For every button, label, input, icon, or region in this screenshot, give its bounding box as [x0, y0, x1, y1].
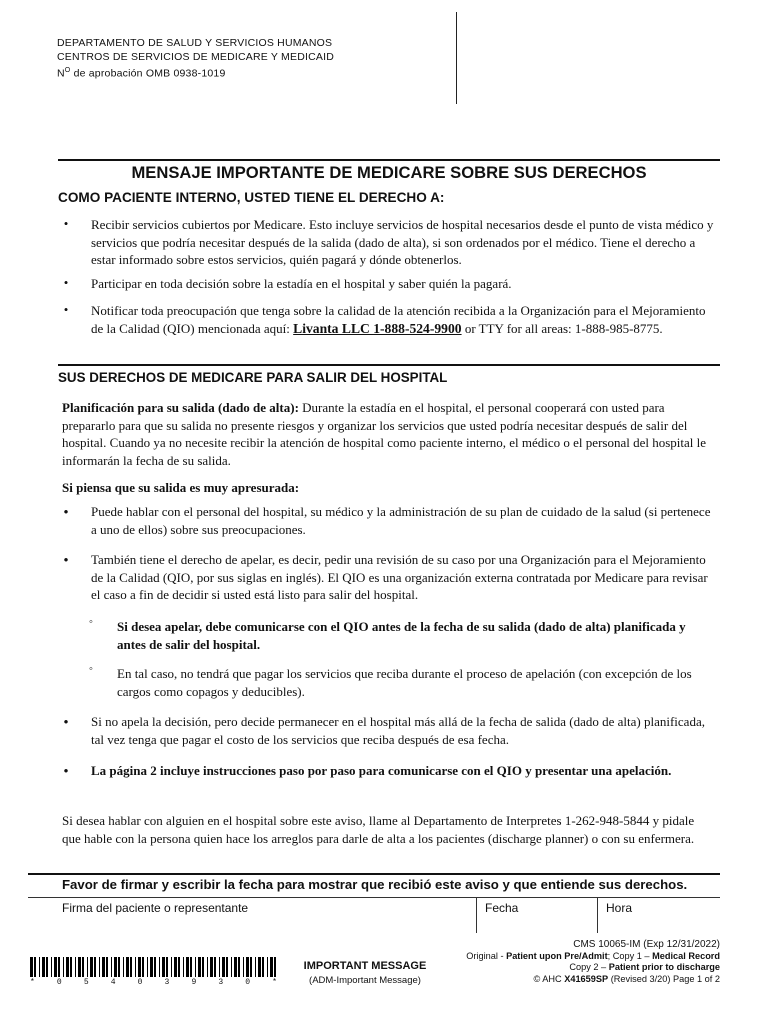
- circle-bullet-icon: ◦: [89, 663, 93, 675]
- bullet-icon: •: [63, 275, 69, 290]
- barcode-bar: [99, 957, 100, 977]
- barcode-digit: 5: [83, 978, 89, 987]
- bullet-icon: •: [63, 715, 69, 731]
- barcode-bar: [190, 957, 192, 977]
- form-metadata: [466, 939, 720, 985]
- barcode-bar: [123, 957, 124, 977]
- ahc-line: © AHC X41659SP (Revised 3/20) Page 1 of 2: [533, 973, 720, 984]
- barcode-bar: [46, 957, 48, 977]
- barcode-bar: [135, 957, 136, 977]
- barcode-bar: [126, 957, 129, 977]
- barcode-digit: 3: [218, 978, 224, 987]
- right-item-2: Participar en toda decisión sobre la estadía en el hospital y saber quién la pagará.: [91, 276, 512, 291]
- barcode-bar: [54, 957, 57, 977]
- signature-heading: Favor de firmar y escribir la fecha para mostrar que recibió este aviso y que entiende sus derechos.: [62, 877, 688, 892]
- title-rule: [58, 159, 720, 161]
- barcode-digit: 0: [245, 978, 251, 987]
- barcode-bar: [39, 957, 40, 977]
- barcode-bar: [262, 957, 264, 977]
- signature-table-top: [28, 897, 720, 898]
- barcode-bar: [226, 957, 228, 977]
- barcode-bar: [94, 957, 96, 977]
- barcode-bar: [130, 957, 132, 977]
- form-name: [300, 960, 430, 986]
- barcode-bar: [198, 957, 201, 977]
- barcode-bar: [243, 957, 244, 977]
- barcode-bar: [150, 957, 153, 977]
- barcode-bar: [82, 957, 84, 977]
- barcode-bar: [87, 957, 88, 977]
- barcode-digit: *: [272, 978, 277, 987]
- barcode-digit: 0: [56, 978, 62, 987]
- barcode-bar: [246, 957, 249, 977]
- discharge-planning-paragraph: Planificación para su salida (dado de alta): Durante la estadía en el hospital, el personal cooperará con usted para prepararlo para que su salida no presente riesgos y organizar los servicios que usted podría necesitar después de salir del hospital. Cuando ya no necesite recibir la atención de hospital como paciente interno, el médico o el personal del hospital le informarán la fecha de su salida.: [62, 400, 707, 468]
- barcode-bar: [238, 957, 240, 977]
- patient-signature-field[interactable]: Firma del paciente o representante: [62, 901, 249, 915]
- copy-2-line: Copy 2 – Patient prior to discharge: [569, 962, 720, 972]
- section-heading-rights: COMO PACIENTE INTERNO, USTED TIENE EL DERECHO A:: [58, 190, 445, 205]
- barcode-bar: [106, 957, 108, 977]
- bullet-icon: •: [63, 764, 69, 780]
- bullet-icon: •: [63, 553, 69, 569]
- divider-vertical: [456, 12, 457, 104]
- barcode-bar: [138, 957, 141, 977]
- barcode-bar: [70, 957, 72, 977]
- bullet-icon: •: [63, 216, 69, 231]
- qio-contact-link: Livanta LLC 1-888-524-9900: [293, 320, 462, 336]
- agency-header: [57, 37, 334, 81]
- barcode-bar: [51, 957, 52, 977]
- barcode-bar: [142, 957, 144, 977]
- barcode-bar: [30, 957, 33, 977]
- cell-divider: [597, 897, 598, 933]
- barcode-bar: [255, 957, 256, 977]
- barcode-bar: [171, 957, 172, 977]
- barcode-bar: [274, 957, 276, 977]
- barcode-bar: [118, 957, 120, 977]
- barcode-bar: [219, 957, 220, 977]
- barcode-bar: [58, 957, 60, 977]
- bullet-icon: •: [63, 302, 69, 317]
- appeal-sub-item-1: Si desea apelar, debe comunicarse con el QIO antes de la fecha de su salida (dado de alta) planificada y antes de salir del hospital.: [117, 619, 686, 652]
- barcode-digit: 9: [191, 978, 197, 987]
- barcode-bar: [210, 957, 213, 977]
- section-heading-discharge: SUS DERECHOS DE MEDICARE PARA SALIR DEL HOSPITAL: [58, 370, 448, 385]
- agency-line-1: DEPARTAMENTO DE SALUD Y SERVICIOS HUMANOS: [57, 37, 333, 49]
- barcode-bar: [78, 957, 81, 977]
- barcode-bar: [159, 957, 160, 977]
- bullet-icon: •: [63, 505, 69, 521]
- barcode-bar: [234, 957, 237, 977]
- barcode-bar: [90, 957, 93, 977]
- contact-paragraph: Si desea hablar con alguien en el hospital sobre este aviso, llame al Departamento de Interpretes 1-262-948-5844 y pidale que hable con la persona quien hace los arreglos para darle de alta a los pacientes (discharge planner) o con su enfermera.: [62, 813, 695, 846]
- barcode-bar: [222, 957, 225, 977]
- date-field[interactable]: Fecha: [485, 901, 519, 915]
- barcode-bar: [154, 957, 156, 977]
- form-subtitle: (ADM-Important Message): [309, 975, 421, 986]
- barcode-bar: [75, 957, 76, 977]
- omb-number: $N^O$ de aprobación OMB 0938-1019: [57, 67, 226, 80]
- barcode-bar: [202, 957, 204, 977]
- time-field[interactable]: Hora: [606, 901, 633, 915]
- rushed-heading: Si piensa que su salida es muy apresurada:: [62, 480, 300, 495]
- agency-line-2: CENTROS DE SERVICIOS DE MEDICARE Y MEDICAID: [57, 50, 334, 63]
- barcode: [30, 957, 277, 977]
- barcode-bar: [166, 957, 168, 977]
- barcode-bar: [270, 957, 273, 977]
- signature-rule: [28, 873, 720, 875]
- section-rule: [58, 364, 720, 366]
- barcode-bar: [147, 957, 148, 977]
- barcode-bar: [114, 957, 117, 977]
- barcode-digit: 0: [137, 978, 143, 987]
- right-item-1: Recibir servicios cubiertos por Medicare. Esto incluye servicios de hospital necesarios desde el punto de vista médico y servicios que podría necesitar después de la salida (dado de alta), si son ordenados por el médico. Tiene el derecho a estar informado sobre estos servicios, quién pagará y dónde obtenerlos.: [91, 217, 714, 267]
- barcode-bar: [258, 957, 261, 977]
- cms-form-number: CMS 10065-IM (Exp 12/31/2022): [573, 939, 720, 950]
- barcode-digit: 4: [110, 978, 116, 987]
- barcode-bar: [63, 957, 64, 977]
- barcode-bar: [183, 957, 184, 977]
- barcode-bar: [214, 957, 216, 977]
- barcode-bar: [250, 957, 252, 977]
- cell-divider: [476, 897, 477, 933]
- barcode-bar: [231, 957, 232, 977]
- copy-distribution-line: Original - Patient upon Pre/Admit; Copy 1 – Medical Record: [466, 950, 720, 961]
- barcode-bar: [42, 957, 45, 977]
- form-title: IMPORTANT MESSAGE: [303, 960, 427, 972]
- right-item-3: Notificar toda preocupación que tenga sobre la calidad de la atención recibida a la Organización para el Mejoramiento de la Calidad (QIO) mencionada aquí: Livanta LLC 1-888-524-9900 or TTY for all areas: 1-888-985-8775.: [91, 303, 706, 336]
- barcode-bar: [267, 957, 268, 977]
- barcode-digit: 3: [164, 978, 170, 987]
- barcode-bar: [186, 957, 189, 977]
- barcode-bar: [178, 957, 180, 977]
- barcode-bar: [207, 957, 208, 977]
- appeal-sub-item-2: En tal caso, no tendrá que pagar los servicios que reciba durante el proceso de apelación (con excepción de los cargos como copagos y deducibles).: [117, 666, 692, 699]
- barcode-bar: [174, 957, 177, 977]
- circle-bullet-icon: ◦: [89, 616, 93, 628]
- page-title: MENSAJE IMPORTANTE DE MEDICARE SOBRE SUS DERECHOS: [131, 163, 647, 182]
- barcode-bar: [66, 957, 69, 977]
- barcode-digit: *: [30, 978, 35, 987]
- rushed-item-1: Puede hablar con el personal del hospital, su médico y la administración de su plan de cuidado de la salud (si pertenece a uno de ellos) sobre sus preocupaciones.: [91, 504, 711, 537]
- rushed-item-3: Si no apela la decisión, pero decide permanecer en el hospital más allá de la fecha de salida (dado de alta) planificada, tal vez tenga que pagar el costo de los servicios que reciba después de esa fecha.: [91, 714, 705, 747]
- barcode-digits: [30, 978, 277, 987]
- barcode-bar: [34, 957, 36, 977]
- rushed-item-4: La página 2 incluye instrucciones paso por paso para comunicarse con el QIO y presentar una apelación.: [91, 763, 672, 778]
- barcode-bar: [195, 957, 196, 977]
- barcode-bar: [162, 957, 165, 977]
- rushed-item-2: También tiene el derecho de apelar, es decir, pedir una revisión de su caso por una Organización para el Mejoramiento de la Calidad (QIO, por sus siglas en inglés). El QIO es una organización externa contratada por Medicare para revisar el caso a fin de decidir si usted está listo para salir del hospital.: [91, 552, 708, 602]
- barcode-bar: [102, 957, 105, 977]
- barcode-bar: [111, 957, 112, 977]
